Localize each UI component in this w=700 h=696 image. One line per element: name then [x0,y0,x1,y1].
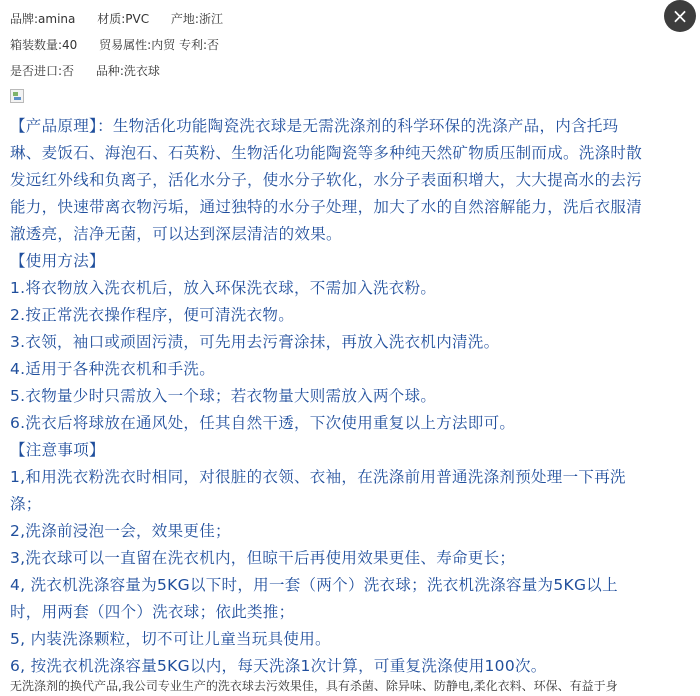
usage-item: 1.将衣物放入洗衣机后，放入环保洗衣球，不需加入洗衣粉。 [10,279,437,297]
product-attributes [10,6,241,84]
usage-item: 4.适用于各种洗衣机和手洗。 [10,360,215,378]
attribute-brand: 品牌:amina [10,12,76,26]
attribute-row [10,58,241,84]
notes-item: 4, 洗衣机洗涤容量为5KG以下时，用一套（两个）洗衣球；洗衣机洗涤容量为5KG以上时，用两套（四个）洗衣球；依此类推； [10,576,618,621]
notes-item: 3,洗衣球可以一直留在洗衣机内，但晾干后再使用效果更佳、寿命更长； [10,549,516,567]
attribute-row [10,32,241,58]
attribute-row [10,6,241,32]
usage-title: 【使用方法】 [10,252,105,270]
notes-item: 1,和用洗衣粉洗衣时相同，对很脏的衣领、衣袖，在洗涤前用普通洗涤剂预处理一下再洗涤； [10,468,626,513]
attribute-variety: 品种:洗衣球 [95,64,160,78]
attribute-imported: 是否进口:否 [10,64,75,78]
notes-item: 2,洗涤前浸泡一会，效果更佳； [10,522,231,540]
broken-image-icon [10,89,24,103]
close-button[interactable] [664,0,696,32]
attribute-origin: 产地:浙江 [170,12,223,26]
close-icon: × [671,4,689,28]
usage-item: 5.衣物量少时只需放入一个球；若衣物量大则需放入两个球。 [10,387,437,405]
product-description [10,113,642,680]
usage-item: 6.洗衣后将球放在通风处，任其自然干透，下次使用重复以上方法即可。 [10,414,516,432]
principle-paragraph [10,113,642,248]
notes-item: 6, 按洗衣机洗涤容量5KG以内，每天洗涤1次计算，可重复洗涤使用100次。 [10,657,547,675]
footer-text: 无洗涤剂的换代产品,我公司专业生产的洗衣球去污效果佳，具有杀菌、除异味、防静电,柔化衣料、环保、有益于身 [10,679,618,693]
attribute-trade-patent: 贸易属性:内贸 专利:否 [99,38,220,52]
principle-text: ：生物活化功能陶瓷洗衣球是无需洗涤剂的科学环保的洗涤产品，内含托玛琳、麦饭石、海泡石、石英粉、生物活化功能陶瓷等多种纯天然矿物质压制而成。洗涤时散发远红外线和负离子，活化水分子，使水分子软化，水分子表面积增大，大大提高水的去污能力，快速带离衣物污垢，通过独特的水分子处理，加大了水的自然溶解能力，洗后衣服清澈透亮，洁净无菌，可以达到深层清洁的效果。 [10,117,643,243]
usage-item: 2.按正常洗衣操作程序，便可清洗衣物。 [10,306,294,324]
notes-title: 【注意事项】 [10,441,105,459]
notes-item: 5, 内装洗涤颗粒，切不可让儿童当玩具使用。 [10,630,331,648]
principle-title: 【产品原理】 [10,117,98,135]
attribute-box-quantity: 箱装数量:40 [10,38,78,52]
usage-item: 3.衣领，袖口或顽固污渍，可先用去污膏涂抹，再放入洗衣机内清洗。 [10,333,500,351]
attribute-material: 材质:PVC [97,12,150,26]
